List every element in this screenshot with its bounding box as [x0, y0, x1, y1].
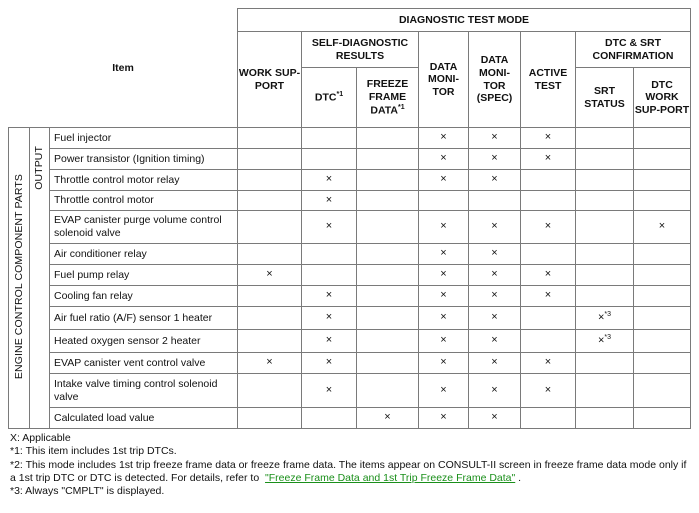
- applicable-mark: ×: [469, 408, 521, 429]
- applicable-mark: ×: [302, 330, 357, 353]
- applicable-mark: [576, 374, 634, 408]
- applicable-mark: [634, 286, 691, 307]
- applicable-mark: [238, 149, 302, 170]
- applicable-mark: [634, 191, 691, 211]
- item-name: Air conditioner relay: [50, 244, 238, 265]
- applicable-mark: ×: [521, 286, 576, 307]
- applicable-mark: [634, 170, 691, 191]
- applicable-mark: [634, 330, 691, 353]
- output-label: OUTPUT: [33, 146, 46, 190]
- applicable-mark: [576, 353, 634, 374]
- applicable-mark: ×: [238, 265, 302, 286]
- applicable-mark: [357, 244, 419, 265]
- applicable-mark: [576, 265, 634, 286]
- dtc-header: DTC$^{*1}$: [302, 68, 357, 128]
- applicable-mark: ×: [469, 128, 521, 149]
- item-name: Throttle control motor relay: [50, 170, 238, 191]
- applicable-mark: [302, 244, 357, 265]
- applicable-mark: [521, 191, 576, 211]
- applicable-mark: [357, 286, 419, 307]
- applicable-mark: ×: [469, 170, 521, 191]
- applicable-mark: ×: [419, 170, 469, 191]
- applicable-mark: ×: [302, 374, 357, 408]
- applicable-mark: ×: [419, 374, 469, 408]
- applicable-mark: ×: [634, 211, 691, 244]
- table-row: [9, 128, 691, 149]
- table-row: [9, 330, 691, 353]
- dtc-srt-confirmation-header: DTC & SRT CONFIRMATION: [576, 32, 691, 68]
- table-body: [9, 128, 691, 429]
- applicable-mark: [634, 244, 691, 265]
- applicable-mark: ×: [521, 211, 576, 244]
- applicable-mark: [469, 191, 521, 211]
- applicable-mark: ×: [302, 353, 357, 374]
- note-2-text: *2: This mode includes 1st trip freeze frame data or freeze frame data. The items appear on CONSULT-II screen in freeze frame data mode only if a 1st trip DTC or DTC is detected. For details, refer to: [10, 458, 687, 484]
- footnote-marker: *1: [397, 103, 405, 111]
- table-row: [9, 170, 691, 191]
- applicable-mark: ×: [419, 353, 469, 374]
- applicable-mark: [576, 408, 634, 429]
- applicable-mark: ×: [469, 374, 521, 408]
- table-row: [9, 149, 691, 170]
- applicable-mark: [576, 244, 634, 265]
- applicable-mark: [357, 191, 419, 211]
- output-label-cell: [30, 128, 50, 429]
- table-row: [9, 191, 691, 211]
- item-name: Intake valve timing control solenoid valve: [50, 374, 238, 408]
- applicable-mark: [238, 211, 302, 244]
- applicable-mark: ×: [419, 408, 469, 429]
- note-applicable: X: Applicable: [10, 432, 71, 444]
- srt-status-header: SRT STATUS: [576, 68, 634, 128]
- applicable-mark: [238, 128, 302, 149]
- applicable-mark: ×$^{*3}$: [576, 307, 634, 330]
- applicable-mark: [238, 170, 302, 191]
- applicable-mark: [634, 265, 691, 286]
- applicable-mark: [634, 307, 691, 330]
- dtc-work-support-header: DTC WORK SUP-PORT: [634, 68, 691, 128]
- item-name: Fuel pump relay: [50, 265, 238, 286]
- table-row: [9, 244, 691, 265]
- applicable-mark: ×: [469, 307, 521, 330]
- active-test-header: ACTIVE TEST: [521, 32, 576, 128]
- applicable-mark: [634, 128, 691, 149]
- item-header: Item: [9, 9, 238, 128]
- applicable-mark: ×: [521, 374, 576, 408]
- applicable-mark: ×: [302, 191, 357, 211]
- table-row: [9, 353, 691, 374]
- applicable-mark: [357, 128, 419, 149]
- applicable-mark: [357, 353, 419, 374]
- table-row: [9, 307, 691, 330]
- applicable-mark: [357, 307, 419, 330]
- applicable-mark: [634, 374, 691, 408]
- applicable-mark: [357, 149, 419, 170]
- applicable-mark: [238, 286, 302, 307]
- note-1: *1: This item includes 1st trip DTCs.: [10, 445, 177, 458]
- applicable-mark: ×: [238, 353, 302, 374]
- applicable-mark: [302, 149, 357, 170]
- applicable-mark: [634, 353, 691, 374]
- applicable-mark: [521, 408, 576, 429]
- applicable-mark: [238, 374, 302, 408]
- group-label: ENGINE CONTROL COMPONENT PARTS: [12, 173, 25, 379]
- data-monitor-header: DATA MONI-TOR: [419, 32, 469, 128]
- applicable-mark: [357, 374, 419, 408]
- item-name: Throttle control motor: [50, 191, 238, 211]
- applicable-mark: ×: [521, 149, 576, 170]
- work-support-header: WORK SUP-PORT: [238, 32, 302, 128]
- applicable-mark: ×: [302, 170, 357, 191]
- applicable-mark: ×: [419, 286, 469, 307]
- applicable-mark: [576, 128, 634, 149]
- footnotes: [10, 432, 695, 498]
- data-monitor-spec-header: DATA MONI-TOR (SPEC): [469, 32, 521, 128]
- applicable-mark: ×: [302, 307, 357, 330]
- applicable-mark: ×: [419, 128, 469, 149]
- applicable-mark: [238, 191, 302, 211]
- applicable-mark: ×: [419, 244, 469, 265]
- applicable-mark: ×: [419, 307, 469, 330]
- applicable-mark: [238, 244, 302, 265]
- table-row: [9, 265, 691, 286]
- applicable-mark: [357, 170, 419, 191]
- applicable-mark: [634, 149, 691, 170]
- applicable-mark: ×: [469, 211, 521, 244]
- applicable-mark: [357, 330, 419, 353]
- item-name: Calculated load value: [50, 408, 238, 429]
- applicable-mark: [576, 149, 634, 170]
- note-2: [10, 459, 695, 486]
- applicable-mark: [357, 211, 419, 244]
- footnote-marker: *3: [604, 334, 612, 342]
- item-name: Fuel injector: [50, 128, 238, 149]
- applicable-mark: [576, 191, 634, 211]
- applicable-mark: ×: [419, 265, 469, 286]
- applicable-mark: ×: [469, 330, 521, 353]
- applicable-mark: [521, 330, 576, 353]
- group-label-cell: [9, 128, 30, 429]
- applicable-mark: [576, 211, 634, 244]
- item-name: Power transistor (Ignition timing): [50, 149, 238, 170]
- freeze-frame-data-header: FREEZE FRAME DATA$^{*1}$: [357, 68, 419, 128]
- note-2-end: .: [518, 471, 522, 484]
- footnote-marker: *3: [604, 311, 612, 319]
- item-name: EVAP canister purge volume control solenoid valve: [50, 211, 238, 244]
- applicable-mark: [521, 307, 576, 330]
- table-row: [9, 211, 691, 244]
- diagnostic-test-mode-header: DIAGNOSTIC TEST MODE: [238, 9, 691, 32]
- applicable-mark: [521, 244, 576, 265]
- item-name: Heated oxygen sensor 2 heater: [50, 330, 238, 353]
- item-name: EVAP canister vent control valve: [50, 353, 238, 374]
- applicable-mark: ×: [469, 244, 521, 265]
- note-3: *3: Always "CMPLT" is displayed.: [10, 485, 165, 498]
- applicable-mark: ×: [357, 408, 419, 429]
- applicable-mark: [419, 191, 469, 211]
- table-row: [9, 408, 691, 429]
- applicable-mark: [576, 170, 634, 191]
- table-row: [9, 286, 691, 307]
- table-row: [9, 374, 691, 408]
- applicable-mark: [302, 128, 357, 149]
- applicable-mark: ×: [521, 265, 576, 286]
- applicable-mark: ×: [419, 330, 469, 353]
- applicable-mark: ×: [469, 265, 521, 286]
- applicable-mark: ×: [469, 353, 521, 374]
- applicable-mark: ×: [521, 353, 576, 374]
- applicable-mark: [238, 408, 302, 429]
- applicable-mark: ×: [302, 286, 357, 307]
- item-name: Air fuel ratio (A/F) sensor 1 heater: [50, 307, 238, 330]
- applicable-mark: ×$^{*3}$: [576, 330, 634, 353]
- freeze-frame-data-link[interactable]: "Freeze Frame Data and 1st Trip Freeze Frame Data": [265, 471, 516, 484]
- applicable-mark: [357, 265, 419, 286]
- applicable-mark: [576, 286, 634, 307]
- applicable-mark: [521, 170, 576, 191]
- item-name: Cooling fan relay: [50, 286, 238, 307]
- diagnostic-test-mode-table: [8, 8, 691, 429]
- applicable-mark: ×: [419, 211, 469, 244]
- applicable-mark: [302, 265, 357, 286]
- applicable-mark: ×: [302, 211, 357, 244]
- applicable-mark: ×: [521, 128, 576, 149]
- self-diagnostic-results-header: SELF-DIAGNOSTIC RESULTS: [302, 32, 419, 68]
- applicable-mark: [634, 408, 691, 429]
- applicable-mark: [302, 408, 357, 429]
- applicable-mark: ×: [469, 149, 521, 170]
- applicable-mark: [238, 330, 302, 353]
- applicable-mark: ×: [469, 286, 521, 307]
- applicable-mark: [238, 307, 302, 330]
- applicable-mark: ×: [419, 149, 469, 170]
- footnote-marker: *1: [336, 90, 344, 98]
